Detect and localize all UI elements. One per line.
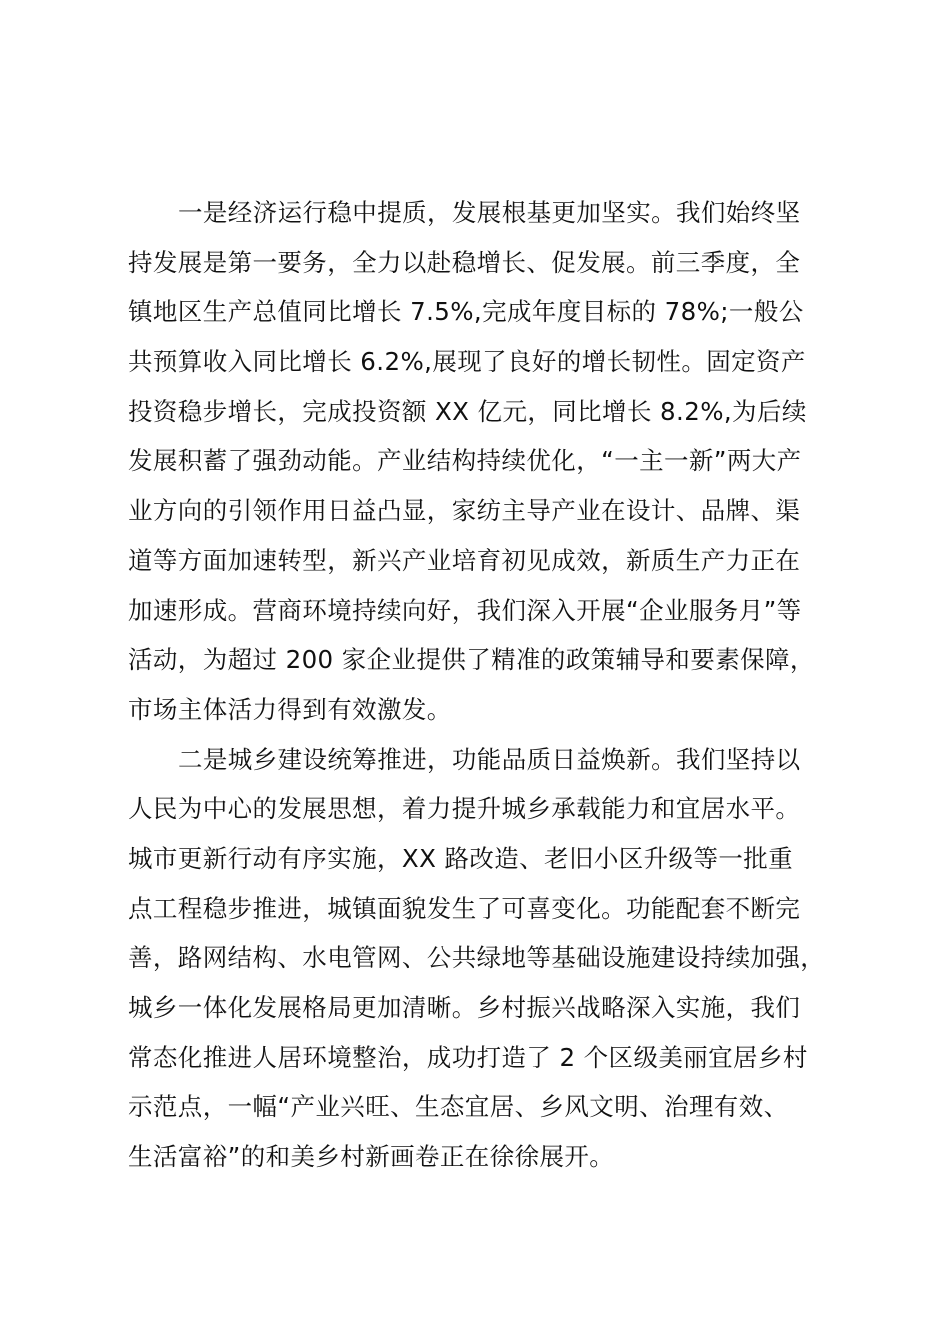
text-line: 道等方面加速转型，新兴产业培育初见成效，新质生产力正在 — [128, 545, 801, 575]
paragraph-urban-rural — [128, 735, 848, 1182]
text-line: 发展积蓄了强劲动能。产业结构持续优化，“一主一新”两大产 — [128, 446, 802, 476]
text-line: 二是城乡建设统筹推进，功能品质日益焕新。我们坚持以 — [178, 744, 801, 774]
text-line: 镇地区生产总值同比增长 7.5%,完成年度目标的 78%;一般公 — [128, 297, 804, 327]
text-line: 示范点，一幅“产业兴旺、生态宜居、乡风文明、治理有效、 — [128, 1092, 789, 1122]
text-line: 活动，为超过 200 家企业提供了精准的政策辅导和要素保障， — [128, 645, 815, 675]
text-line: 善，路网结构、水电管网、公共绿地等基础设施建设持续加强， — [128, 943, 826, 973]
text-line: 加速形成。营商环境持续向好，我们深入开展“企业服务月”等 — [128, 595, 802, 625]
text-line: 点工程稳步推进，城镇面貌发生了可喜变化。功能配套不断完 — [128, 893, 801, 923]
text-line: 城乡一体化发展格局更加清晰。乡村振兴战略深入实施，我们 — [128, 993, 801, 1022]
text-line: 生活富裕”的和美乡村新画卷正在徐徐展开。 — [128, 1142, 615, 1172]
text-line: 一是经济运行稳中提质，发展根基更加坚实。我们始终坚 — [178, 198, 801, 227]
text-line: 业方向的引领作用日益凸显，家纺主导产业在设计、品牌、渠 — [128, 496, 801, 526]
document-page — [128, 188, 848, 1182]
text-line: 市场主体活力得到有效激发。 — [128, 694, 452, 724]
text-line: 常态化推进人居环境整治，成功打造了 2 个区级美丽宜居乡村 — [128, 1042, 808, 1072]
text-line: 共预算收入同比增长 6.2%,展现了良好的增长韧性。固定资产 — [128, 347, 806, 377]
text-line: 投资稳步增长，完成投资额 XX 亿元，同比增长 8.2%,为后续 — [128, 396, 807, 426]
text-line: 持发展是第一要务，全力以赴稳增长、促发展。前三季度，全 — [128, 247, 801, 277]
text-line: 人民为中心的发展思想，着力提升城乡承载能力和宜居水平。 — [128, 794, 801, 824]
text-line: 城市更新行动有序实施，XX 路改造、老旧小区升级等一批重 — [128, 843, 794, 873]
paragraph-economy — [128, 188, 848, 735]
